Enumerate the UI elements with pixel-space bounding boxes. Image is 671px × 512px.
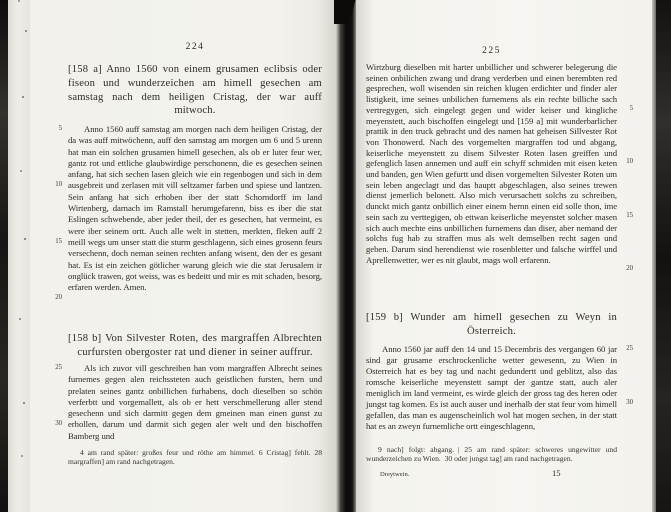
fore-edge-left bbox=[8, 0, 31, 512]
book-edge-left bbox=[0, 0, 8, 512]
section-heading-159b: [159 b] Wunder am himell gesechen zu Weyn in Österreich. bbox=[366, 312, 617, 337]
line-number: 15 bbox=[626, 212, 633, 219]
signature-mark: Dreytwein. bbox=[380, 471, 410, 478]
left-page bbox=[30, 0, 350, 512]
line-number: 30 bbox=[55, 420, 62, 427]
body-paragraph: Anno 1560 jar auff den 14 und 15 Decembris des vergangen 60 jar sind gar grusame erschrockenliche wetter gewesenn, zu Wien in Osterreich hat es bey tag und nacht gedundertt und geblitzt, also das romsche keiserliche meyenstett sampt der gantze statt, auch aler meniglich im land vermeint, es wirde gleich der gross tag des heren oder jungst tag komen. Es ist auch auser und inerhalb der stat feur vom himell gefallen, das man es augenscheinlich wol hat mogen sechen, in der statt hat es an zweyn furnemliche ortt eingeschlagenn, bbox=[366, 344, 617, 431]
line-number: 20 bbox=[55, 294, 62, 301]
paper-specks bbox=[18, 0, 20, 2]
line-number: 5 bbox=[58, 125, 62, 132]
line-number: 5 bbox=[629, 105, 633, 112]
line-number: 30 bbox=[626, 399, 633, 406]
line-number: 20 bbox=[626, 265, 633, 272]
page-number: 224 bbox=[185, 42, 205, 52]
line-number: 10 bbox=[626, 158, 633, 165]
section-heading-158a: [158 a] Anno 1560 von einem grusamen eclibsis oder fiseon und wunderzeichen am himell gesechen am samstag nach dem heiligen Cristag, der war auff mitwoch. bbox=[68, 64, 322, 117]
sheet-number: 15 bbox=[552, 468, 561, 478]
section-heading-158b: [158 b] Von Silvester Roten, des margraffen Albrechten curfursten obergoster rat und diener in seiner auffrur. bbox=[68, 333, 322, 358]
right-page bbox=[356, 0, 652, 512]
footnote: 9 nach] folgt: abgang. | 25 am rand später: schweres ungewitter und wunderzeichen zu Wien. 30 oder jungst tag] am rand nachgetragen. bbox=[366, 445, 617, 464]
body-paragraph: Als ich zuvor vill geschreiben han vom margraffen Albrecht seines furnemes gegen alen reichssteten auch geistlichen fursten, hern und prelaten seines gantz onbillichen furhabens, doch dieselben so schön verferbtt und vorgemallett, als ob er hett verschmellerung aller stend gesechenn und sich darmitt gegen dem gmeinen man einen gunst zu erhollen, darum und darmit sich gegen aler welt und den bischoffen Bamberg und bbox=[68, 363, 322, 441]
line-number: 25 bbox=[55, 364, 62, 371]
body-paragraph: Anno 1560 auff samstag am morgen nach dem heiligen Cristag, der da was auff mitwöchenn, auff den samstag am morgen um 6 und 5 urenn hat man ein solchen grusamen himell gesechen, als ob er luter feur wer, gantz rot und ettliche glaubwirdige perschonenn, die es gesechen seinen anfang, hat sich sechen lasen gleich wie ein regenbogen und sich in dem ausgebreit und zerlasen mit vill seltzamer farben und spiese und lantzen. Sein anfang hat sich erhoben iber der statt Schorndorff im land Wirtenberg, darnach im Ramstall herumgefarenn, biss es iber die stat Eslingen schwebende, aber jeder theil, der es gesechen, hat vermeint, es were iber seinem ortt. Auch alle welt in stetten, merkten, fleken auff 2 meill wegs um unser statt die sturm geschlagenn, sich eines grosenn feurs versechenn, doch neman seinen rechten anfang wisent, den der es gesant hat. Es ist ein zeichen götlicher warung gleich wie die stat Jerusalem ir onglück trawen, got weiss, was es bedeitt und mir es mit schaden, besorg, erfaren werden. Amen. bbox=[68, 124, 322, 293]
page-number: 225 bbox=[482, 46, 501, 56]
line-number: 15 bbox=[55, 238, 62, 245]
line-number: 10 bbox=[55, 181, 62, 188]
footnote: 4 am rand später: großes feur und röthe am himmel. 6 Cristag] fehlt. 28 margraffen] am rand nachgetragen. bbox=[68, 448, 322, 467]
book-edge-right bbox=[656, 0, 671, 512]
body-paragraph: Wirtzburg dieselben mit harter unbillicher und schwerer belegerung die seinen onbilichen zwang und drang verderben und einen berembten red gesprechen, woll wisenden sin reichen klugen erdichter und finder aler listigkeit, ime seines unbilichen furnemens als ein rechte billiche sach vertregygen, sich eingelegt gegen und wider keiser und kingliche meyenstett, auch bischoffen eingelegt und [159 a] mit wunderbarlicher prattik in den truck gebracht und des namen hat geheisen Sillvester Rot von Thonowerd. Nach des vorgemelten margraffen tod und abgang, keiserliche meyenstett zu disem Silvester Roten lasen greiffen und gefenglich lasen annemen und auff ein schyff schmiden mit eisen keten und banden, gen Wien gefurtt und disen vorgemelten Silvester Roten um sein leben angeclagt und das hauptt abgeschlagen, also seines trewen dienst jemerlich belonett. Also mich verursachett solchs zu schreiben, dunckt mich gantz onbillich einer einem hernn einen eid solle thon, ime sein sach zu verttegigen, ob ettwan keiserliche meyenstet solcher masen sich auch mechte eins unbillichen furnemens dan diser, aber nemand der solchs fug hab zu straffen mus als welt demselben recht sagen und geben. Darum sind herendienst wie rosenbletter und falsche wirffel und Aprellenwetter, wer es nit glaubt, mags woll erfarenn. bbox=[366, 62, 617, 265]
line-number: 25 bbox=[626, 345, 633, 352]
